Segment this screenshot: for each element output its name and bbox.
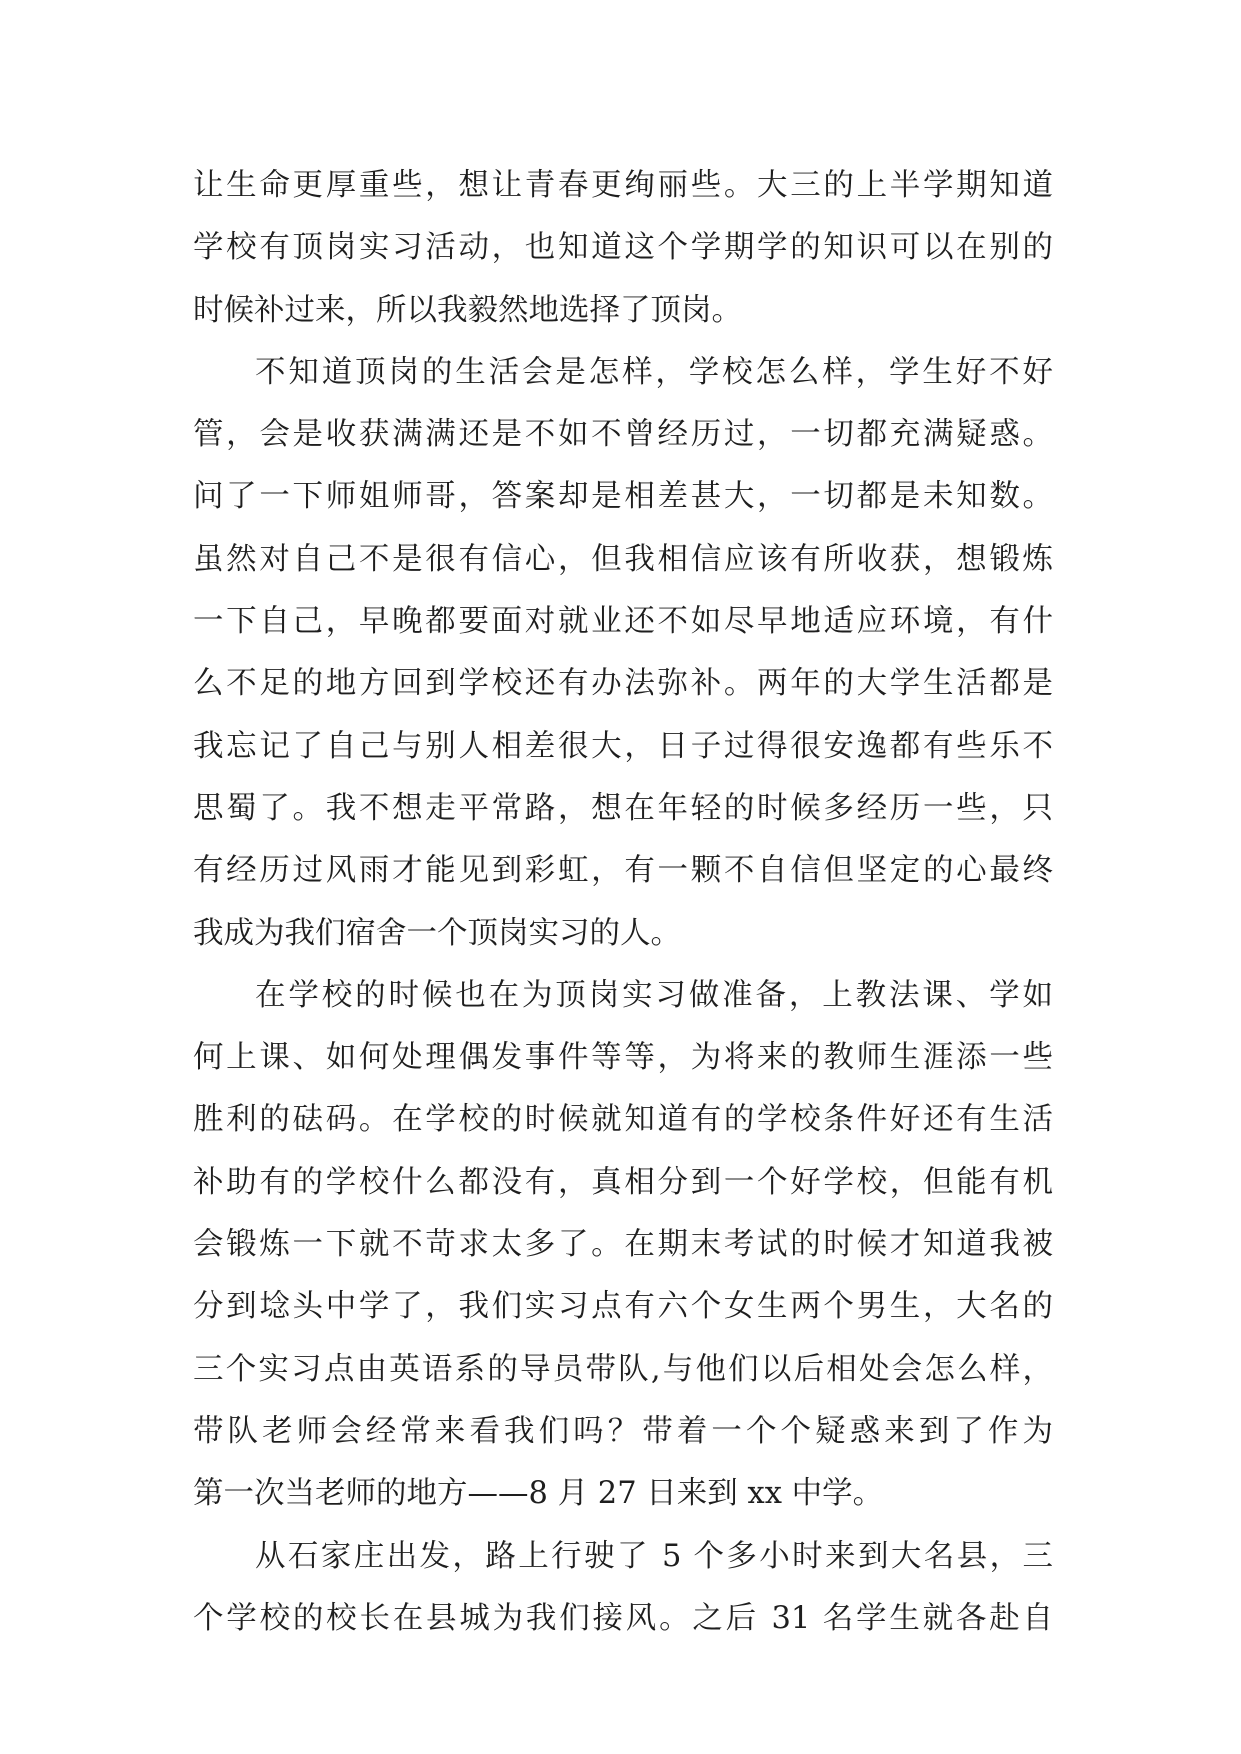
text-line: 让生命更厚重些，想让青春更绚丽些。大三的上半学期知道 <box>193 168 1053 203</box>
text-line: 有经历过风雨才能见到彩虹，有一颗不自信但坚定的心最终 <box>193 853 1053 889</box>
text-line: 会锻炼一下就不苛求太多了。在期末考试的时候才知道我被 <box>193 1227 1053 1263</box>
text-line: 在学校的时候也在为顶岗实习做准备，上教法课、学如 <box>255 977 1053 1013</box>
text-line: 不知道顶岗的生活会是怎样，学校怎么样，学生好不好 <box>255 354 1053 390</box>
text-line: 三个实习点由英语系的导员带队,与他们以后相处会怎么样， <box>193 1351 1053 1387</box>
text-line: 我忘记了自己与别人相差很大，日子过得很安逸都有些乐不 <box>193 728 1053 764</box>
text-line: 时候补过来，所以我毅然地选择了顶岗。 <box>193 292 742 328</box>
text-line: 个学校的校长在县城为我们接风。之后 31 名学生就各赴自 <box>193 1600 1053 1636</box>
text-line: 带队老师会经常来看我们吗？带着一个个疑惑来到了作为 <box>193 1413 1053 1449</box>
document-body <box>193 155 1053 1650</box>
paragraph <box>193 965 1053 1526</box>
text-line: 胜利的砝码。在学校的时候就知道有的学校条件好还有生活 <box>193 1102 1053 1138</box>
text-line: 思蜀了。我不想走平常路，想在年轻的时候多经历一些，只 <box>193 790 1053 826</box>
text-line: 管，会是收获满满还是不如不曾经历过，一切都充满疑惑。 <box>193 417 1053 453</box>
paragraph <box>193 155 1053 342</box>
text-line: 从石家庄出发，路上行驶了 5 个多小时来到大名县，三 <box>255 1538 1053 1574</box>
paragraph <box>193 342 1053 965</box>
text-line: 分到埝头中学了，我们实习点有六个女生两个男生，大名的 <box>193 1289 1053 1325</box>
text-line: 我成为我们宿舍一个顶岗实习的人。 <box>193 915 681 951</box>
text-line: 学校有顶岗实习活动，也知道这个学期学的知识可以在别的 <box>193 230 1053 266</box>
text-line: 何上课、如何处理偶发事件等等，为将来的教师生涯添一些 <box>193 1040 1053 1076</box>
text-line: 虽然对自己不是很有信心，但我相信应该有所收获，想锻炼 <box>193 541 1053 577</box>
text-line: 问了一下师姐师哥，答案却是相差甚大，一切都是未知数。 <box>193 479 1053 515</box>
text-line: 第一次当老师的地方——8 月 27 日来到 xx 中学。 <box>193 1476 884 1512</box>
paragraph <box>193 1526 1053 1651</box>
text-line: 补助有的学校什么都没有，真相分到一个好学校，但能有机 <box>193 1164 1053 1200</box>
text-line: 一下自己，早晚都要面对就业还不如尽早地适应环境，有什 <box>193 604 1053 640</box>
text-line: 么不足的地方回到学校还有办法弥补。两年的大学生活都是 <box>193 666 1053 702</box>
